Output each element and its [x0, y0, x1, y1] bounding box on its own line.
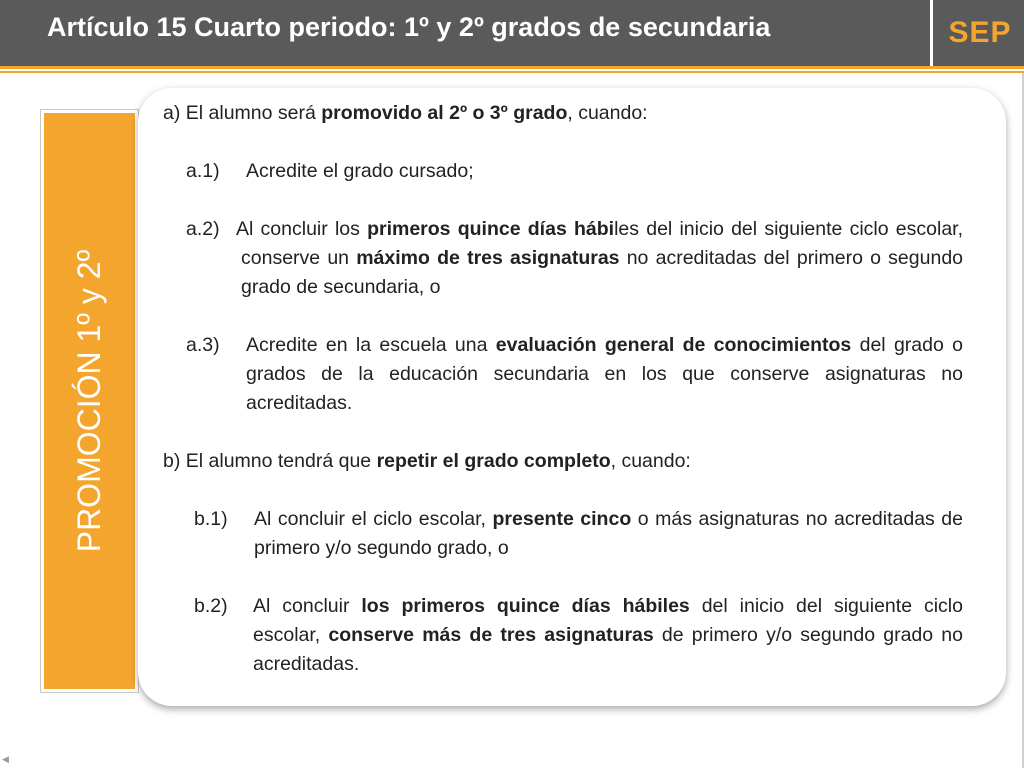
item-a1-label: a.1) [186, 160, 220, 182]
page-title: Artículo 15 Cuarto periodo: 1º y 2º grados de secundaria [47, 12, 771, 42]
article-text [163, 99, 963, 679]
item-a3-text: Acredite en la escuela una evaluación general de conocimientos del grado o grados de la educación secundaria en los que conserve asignaturas no acreditadas. [246, 334, 963, 414]
item-b2-label: b.2) [194, 595, 228, 617]
item-a1-text: Acredite el grado cursado; [246, 160, 474, 182]
side-tab: PROMOCIÓN 1º y 2º [44, 113, 135, 689]
section-a-intro: a) El alumno será promovido al 2º o 3º grado, cuando: [163, 102, 648, 124]
speaker-icon: ◀ [2, 754, 9, 764]
item-a2-label: a.2) [186, 218, 220, 240]
sep-logo [930, 0, 1024, 66]
item-a3-label: a.3) [186, 334, 220, 356]
item-a2-text: Al concluir los primeros quince días hábiles del inicio del siguiente ciclo escolar, conserve un máximo de tres asignaturas no acreditadas del primero o segundo grado de secundaria, o [236, 218, 964, 298]
item-b1-label: b.1) [194, 508, 228, 530]
item-a1 [163, 157, 963, 186]
section-b-intro: b) El alumno tendrá que repetir el grado completo, cuando: [163, 450, 691, 472]
item-a2 [163, 215, 963, 302]
header-accent-line [0, 66, 1024, 69]
item-b1-text: Al concluir el ciclo escolar, presente cinco o más asignaturas no acreditadas de primero y/o segundo grado, o [254, 508, 964, 559]
item-b2-text: Al concluir los primeros quince días hábiles del inicio del siguiente ciclo escolar, conserve más de tres asignaturas de primero y/o segundo grado no acreditadas. [253, 595, 963, 675]
sep-logo-text: SEP [948, 16, 1012, 49]
item-b2 [163, 592, 963, 679]
item-b1 [163, 505, 963, 563]
header-bar [0, 0, 1024, 66]
item-a3 [163, 331, 963, 418]
